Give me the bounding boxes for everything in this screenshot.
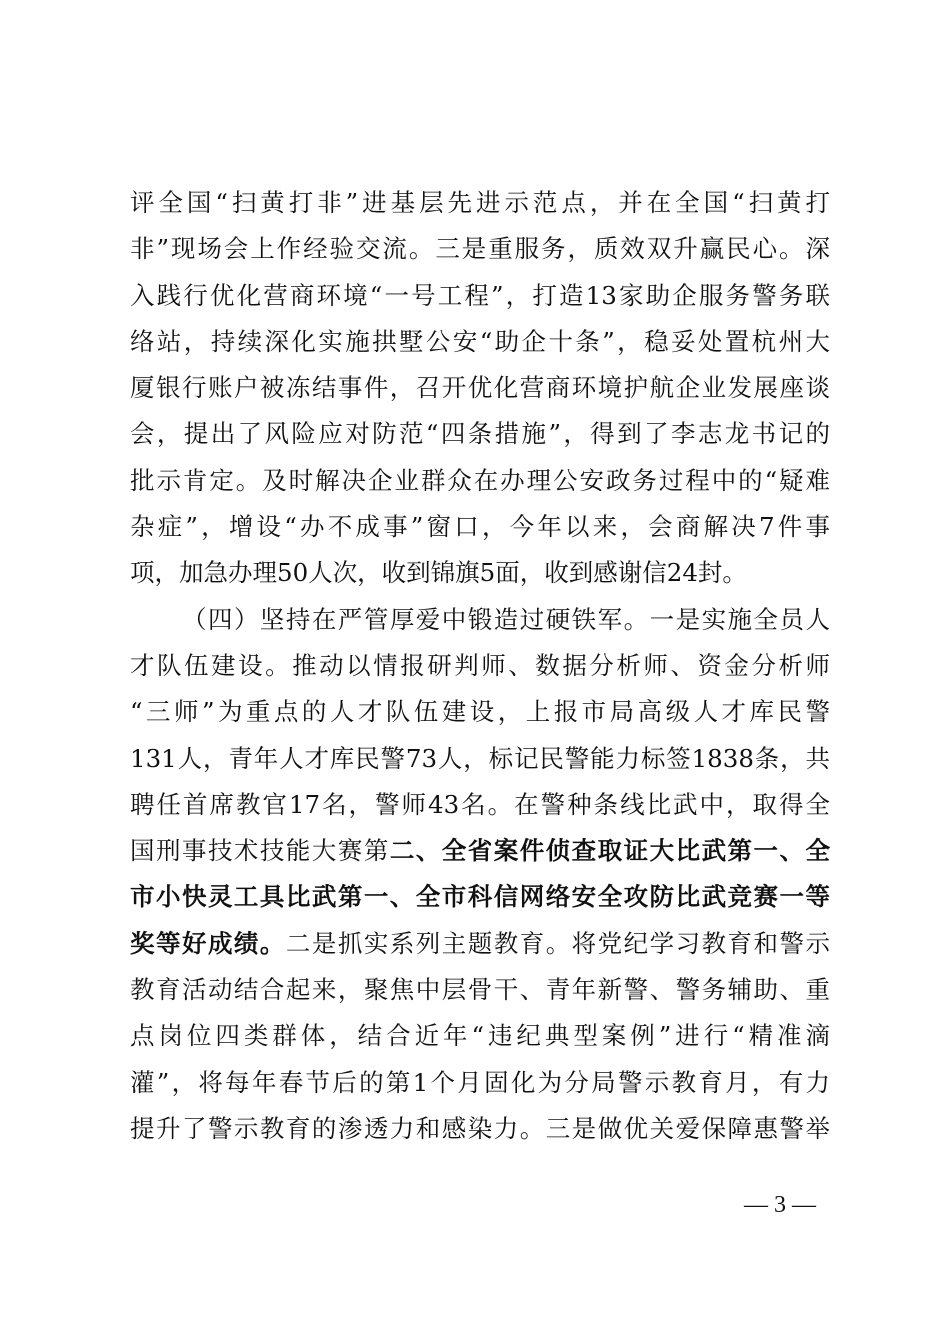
text-line: 点岗位四类群体，结合近年“违纪典型案例”进行“精准滴 [130, 1021, 830, 1050]
text-line: 络站，持续深化实施拱墅公安“助企十条”，稳妥处置杭州大 [130, 327, 830, 356]
text-line: 非”现场会上作经验交流。三是重服务，质效双升赢民心。深 [130, 234, 830, 263]
text-line: 教育活动结合起来，聚焦中层骨干、青年新警、警务辅助、重 [130, 975, 830, 1004]
text-line-mixed [130, 924, 830, 964]
page-number: — 3 — [744, 1192, 816, 1218]
section-heading-line: （四）坚持在严管厚爱中锻造过硬铁军。一是实施全员人 [182, 605, 830, 634]
text-line: 项，加急办理50人次，收到锦旗5面，收到感谢信24封。 [130, 558, 747, 587]
text-line: 131人，青年人才库民警73人，标记民警能力标签1838条，共 [130, 744, 830, 773]
text-line: “三师”为重点的人才队伍建设，上报市局高级人才库民警 [130, 697, 830, 726]
text-line: 聘任首席教官17名，警师43名。在警种条线比武中，取得全 [130, 790, 830, 819]
text-line: 才队伍建设。推动以情报研判师、数据分析师、资金分析师 [130, 651, 830, 680]
bold-text-segment: 奖等好成绩。 [130, 929, 286, 958]
text-line: 入践行优化营商环境“一号工程”，打造13家助企服务警务联 [130, 281, 830, 310]
text-line: 杂症”，增设“办不成事”窗口，今年以来，会商解决7件事 [130, 512, 830, 541]
text-line: 评全国“扫黄打非”进基层先进示范点，并在全国“扫黄打 [130, 188, 830, 217]
text-segment: 国刑事技术技能大赛第 [130, 836, 390, 865]
text-line: 提升了警示教育的渗透力和感染力。三是做优关爱保障惠警举 [130, 1114, 830, 1143]
text-line: 批示肯定。及时解决企业群众在办理公安政务过程中的“疑难 [130, 466, 830, 495]
text-line: 厦银行账户被冻结事件，召开优化营商环境护航企业发展座谈 [130, 373, 830, 402]
text-line: 灌”，将每年春节后的第1个月固化为分局警示教育月，有力 [130, 1068, 830, 1097]
text-segment: 二是抓实系列主题教育。将党纪学习教育和警示 [285, 929, 831, 958]
bold-text-line: 市小快灵工具比武第一、全市科信网络安全攻防比武竞赛一等 [130, 882, 830, 911]
text-line: 会，提出了风险应对防范“四条措施”，得到了李志龙书记的 [130, 419, 830, 448]
text-line-mixed [130, 831, 830, 871]
bold-text-segment: 二、全省案件侦查取证大比武第一、全 [389, 836, 831, 865]
